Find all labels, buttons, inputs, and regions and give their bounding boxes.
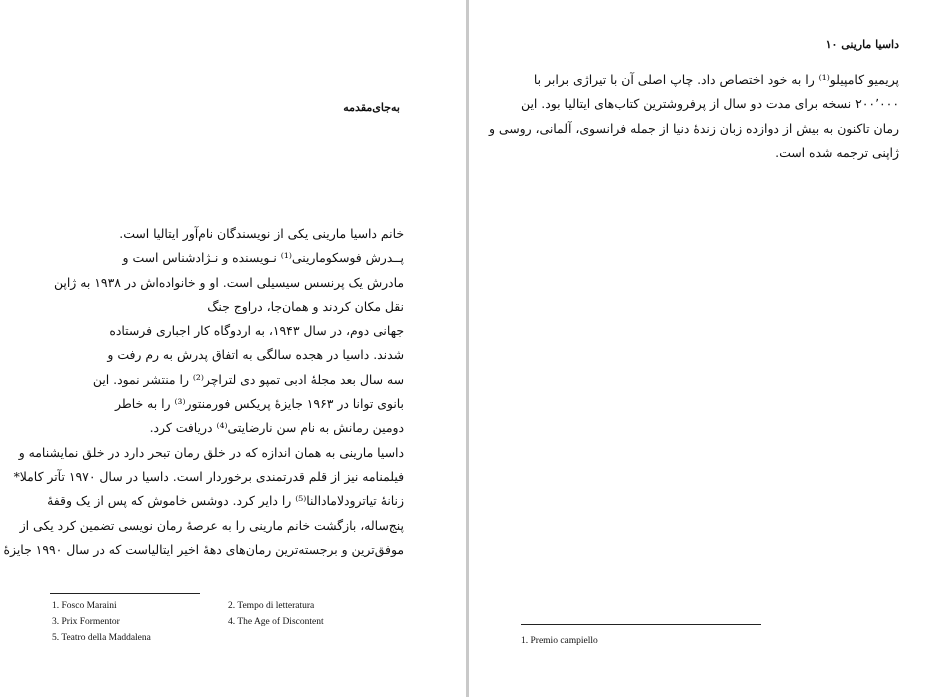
footnote-1: 1. Premio campiello xyxy=(521,636,598,646)
footnote-3: 3. Prix Formentor xyxy=(52,617,120,627)
left-page xyxy=(0,0,466,697)
body-line: پنج‌ساله، بازگشت خانم مارینی را به عرصهٔ رمان نویسی تضمین کرد یکی از xyxy=(19,517,404,533)
left-page-body xyxy=(3,222,404,562)
footnote-row xyxy=(52,630,432,646)
body-line: رمان تاکنون به بیش از دوازده زبان زندهٔ دنیا از جمله فرانسوی، آلمانی، روسی و xyxy=(488,120,899,136)
footnote-divider xyxy=(50,593,200,594)
body-line: جهانی دوم، در سال ۱۹۴۳، به اردوگاه کار اجباری فرستاده xyxy=(109,323,404,339)
body-line: فیلمنامه نیز از قلم قدرتمندی برخوردار است. داسیا در سال ۱۹۷۰ تآتر کاملا* xyxy=(13,468,404,484)
running-head-left: به‌جای‌مقدمه xyxy=(343,101,400,114)
footnote-4: 4. The Age of Discontent xyxy=(228,617,324,627)
body-line: شدند. داسیا در هجده سالگی به اتفاق پدرش به رم رفت و xyxy=(107,347,404,363)
footnote-2: 2. Tempo di letteratura xyxy=(228,601,315,611)
body-line: موفق‌ترین و برجسته‌ترین رمان‌های دههٔ اخیر ایتالیاست که در سال ۱۹۹۰ جایزهٔ xyxy=(3,541,404,557)
body-line: مادرش یک پرنسس سیسیلی است. او و خانواده‌اش در ۱۹۳۸ به ژاپن نقل مکان کردند و همان‌جا، دراوج جنگ xyxy=(53,274,404,314)
body-line: سه سال بعد مجلهٔ ادبی تمپو دی لتراچر⁽²⁾ را منتشر نمود. این xyxy=(92,371,404,387)
right-page-body xyxy=(488,68,899,165)
body-line: داسیا مارینی به همان اندازه که در خلق رمان تبحر دارد در خلق نمایشنامه و xyxy=(18,444,404,460)
footnote-5: 5. Teatro della Maddalena xyxy=(52,633,151,643)
footnotes-left xyxy=(52,598,432,646)
body-line: خانم داسیا مارینی یکی از نویسندگان نام‌آور ایتالیا است. xyxy=(119,226,404,241)
body-line: زنانهٔ تیاترودلامادالنا⁽⁵⁾ را دایر کرد. دوشس خاموش که پس از یک وقفهٔ xyxy=(47,493,404,509)
body-line: ژاپنی ترجمه شده است. xyxy=(775,144,899,160)
body-line: پریمیو کامپیلو⁽¹⁾ را به خود اختصاص داد. چاپ اصلی آن با تیراژی برابر با xyxy=(533,72,899,87)
footnote-1: 1. Fosco Maraini xyxy=(52,601,117,611)
running-head-right: داسیا مارینی ۱۰ xyxy=(825,38,899,51)
footnote-row xyxy=(52,598,432,614)
footnote-row xyxy=(52,614,432,630)
body-line: بانوی توانا در ۱۹۶۳ جایزهٔ پریکس فورمنتور⁽³⁾ را به خاطر xyxy=(115,396,404,412)
body-line: ۲۰۰٬۰۰۰ نسخه برای مدت دو سال از پرفروشترین کتاب‌های ایتالیا بود. این xyxy=(521,96,899,112)
right-page xyxy=(469,0,933,697)
body-line: پــدرش فوسکو‌مارینی⁽¹⁾ نـویسنده و نـژادشناس است و xyxy=(122,250,404,266)
footnote-divider xyxy=(521,624,761,625)
footnotes-right xyxy=(521,633,901,649)
body-line: دومین رمانش به نام سن نارضایتی⁽⁴⁾ دریافت کرد. xyxy=(149,420,404,436)
